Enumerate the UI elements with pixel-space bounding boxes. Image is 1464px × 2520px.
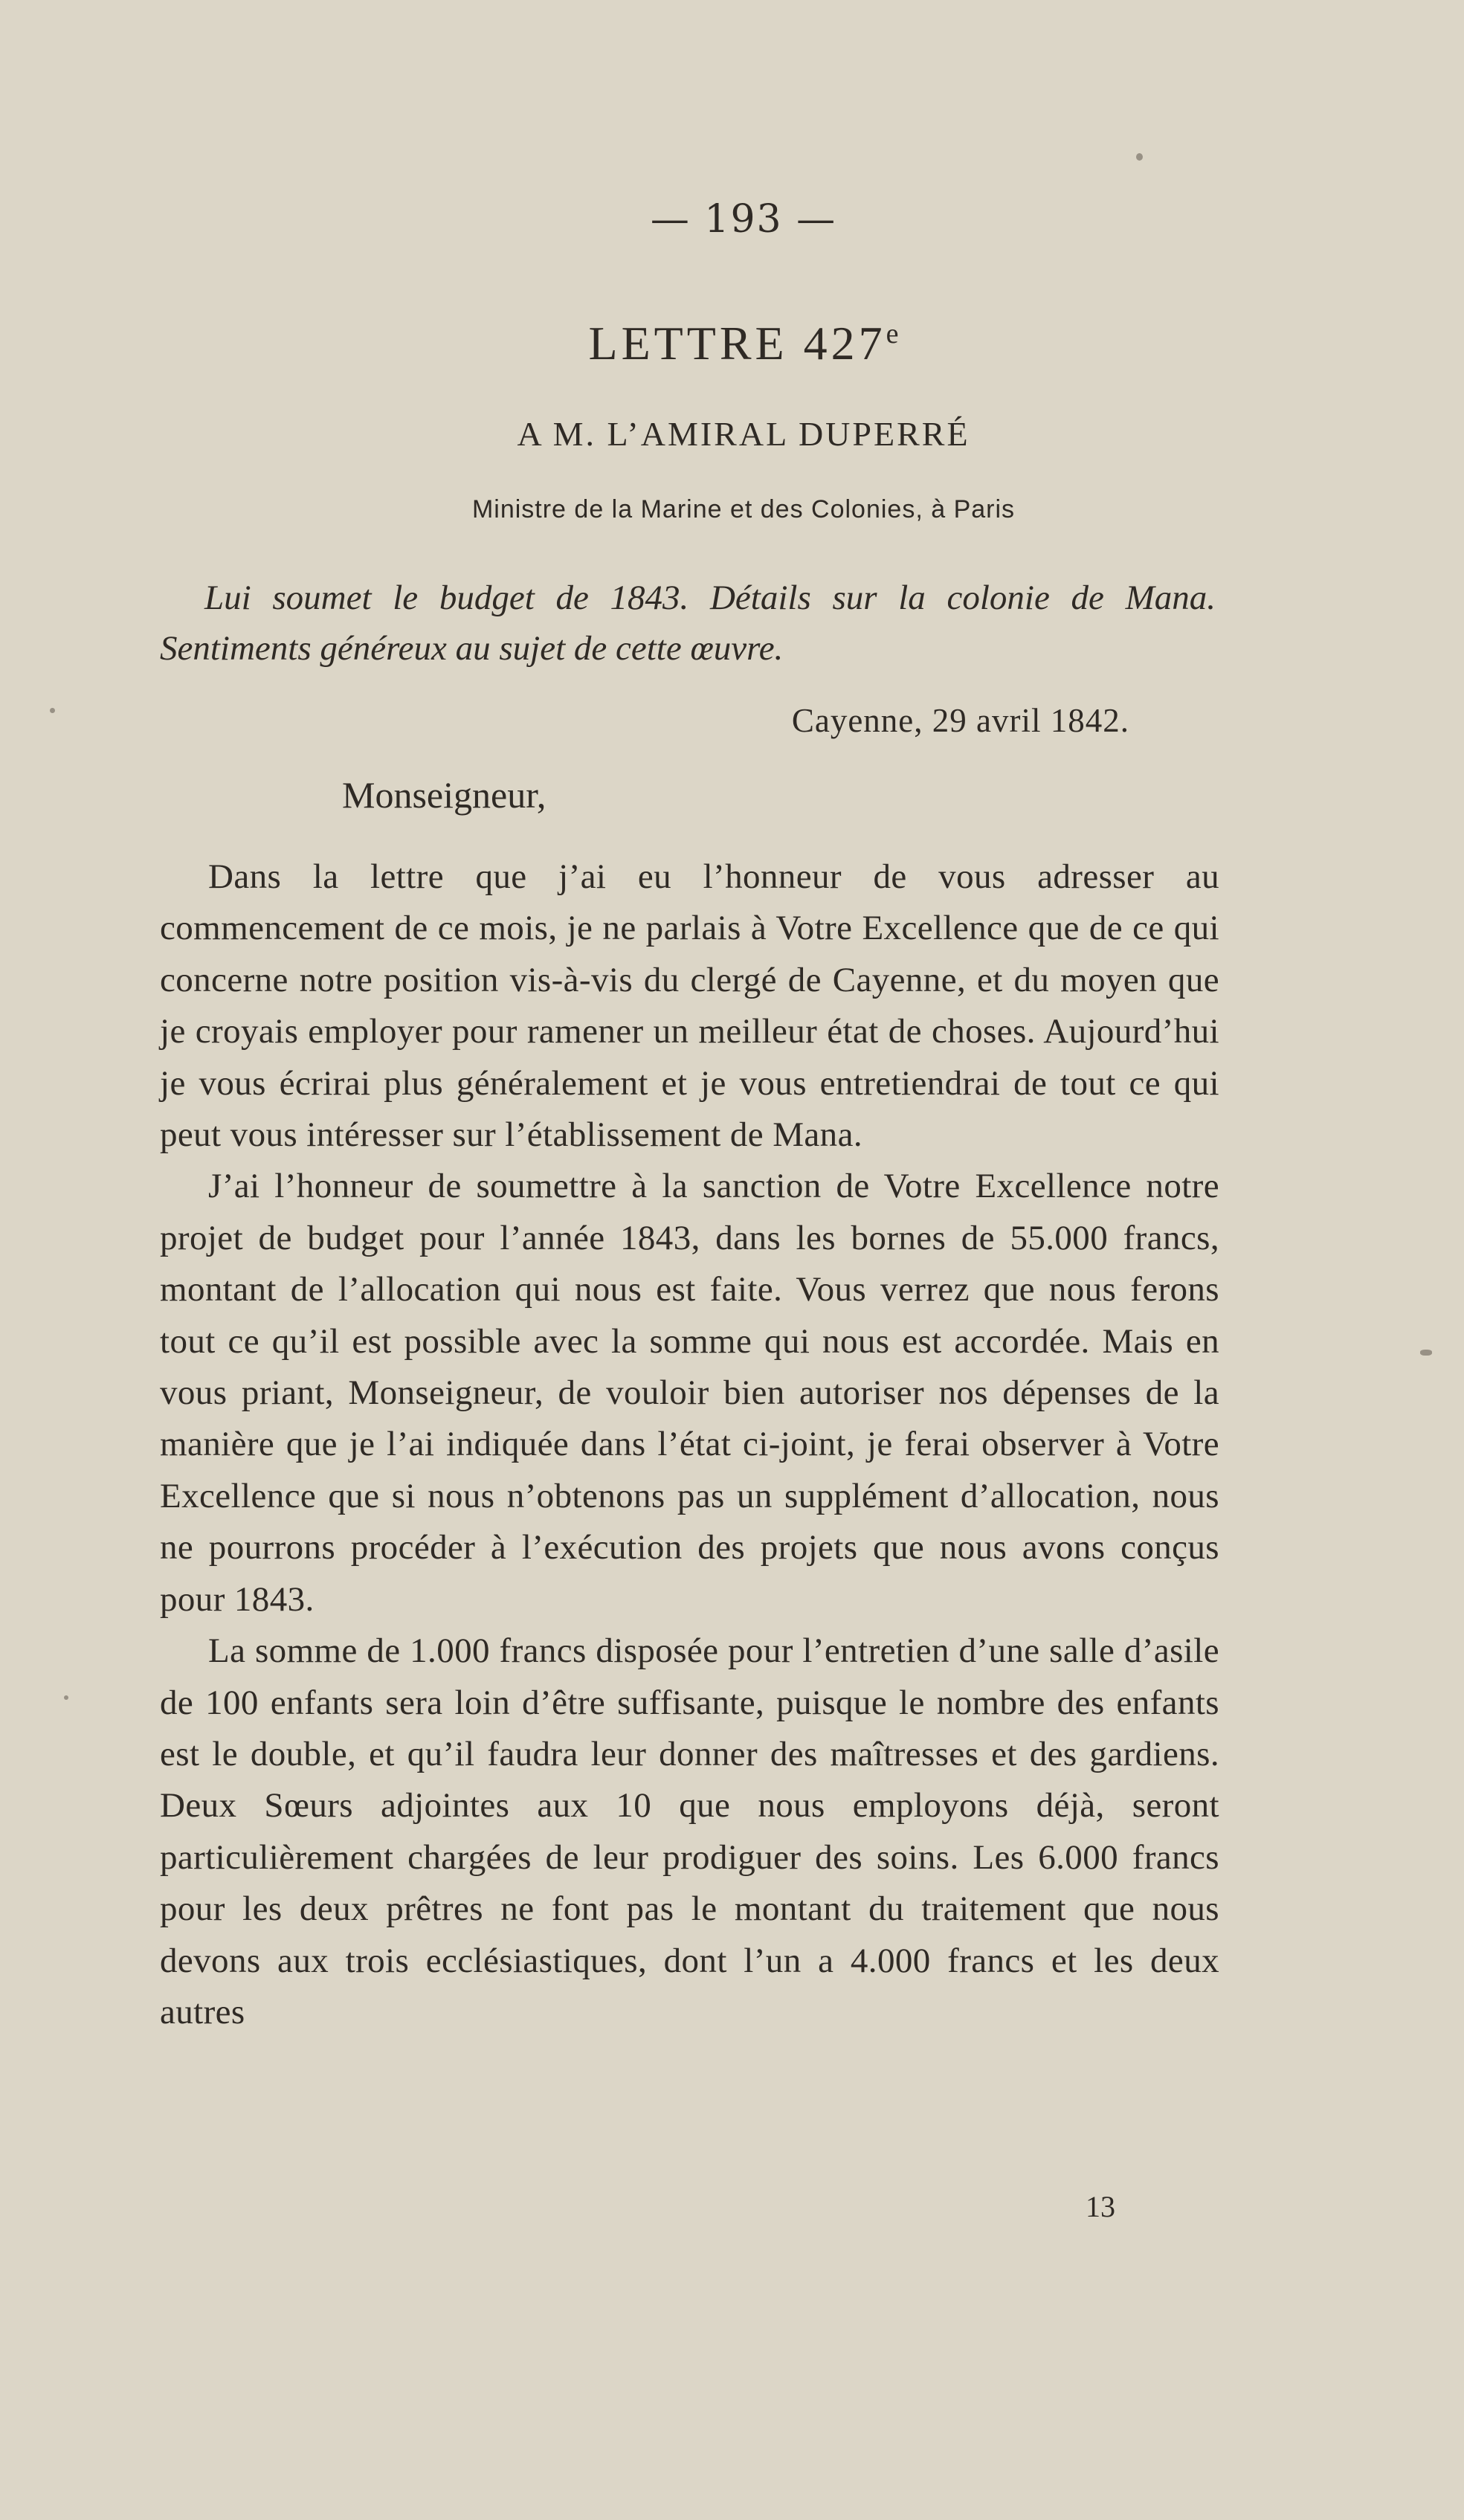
paragraph: J’ai l’honneur de soumettre à la sanction de Votre Excellence notre projet de budget pour l’année 1843, dans les bornes de 55.000 francs, montant de l’allocation qui nous est faite. Vous verrez que nous ferons tout ce qu’il est possible avec la somme qui nous est accordée. Mais en vous priant, Monseigneur, de vouloir bien autoriser nos dépenses de la manière que je l’ai indiquée dans l’état ci-joint, je ferai observer à Votre Excellence que si nous n’obtenons pas un supplément d’allocation, nous ne pourrons procéder à l’exécution des projets que nous avons conçus pour 1843. (160, 1167, 1219, 1619)
letter-title (0, 316, 1464, 371)
addressee-role: Ministre de la Marine et des Colonies, à Paris (471, 495, 1016, 523)
paper-speck (50, 708, 55, 713)
paragraph: Dans la lettre que j’ai eu l’honneur de vous adresser au commencement de ce mois, je ne parlais à Votre Excellence que de ce qui concerne notre position vis-à-vis du clergé de Cayenne, et du moyen que je croyais employer pour ramener un meilleur état de choses. Aujourd’hui je vous écrirai plus généralement et je vous entretiendrai de tout ce qui peut vous intéresser sur l’établissement de Mana. (160, 857, 1219, 1155)
letter-summary: Lui soumet le budget de 1843. Détails sur la colonie de Mana. Sentiments généreux au sujet de cette œuvre. (160, 579, 1216, 668)
letter-body (160, 851, 1219, 2038)
letter-title-text: LETTRE 427 (588, 317, 886, 370)
paper-speck (1420, 1350, 1432, 1356)
dateline: Cayenne, 29 avril 1842. (791, 702, 1129, 739)
paper-speck (64, 1695, 68, 1700)
paper-speck (1136, 153, 1143, 161)
signature-mark: 13 (1086, 2190, 1115, 2223)
paragraph: La somme de 1.000 francs disposée pour l’entretien d’une salle d’asile de 100 enfants sera loin d’être suffisante, puisque le nombre des enfants est le double, et qu’il faudra leur donner des maîtresses et des gardiens. Deux Sœurs adjointes aux 10 que nous employons déjà, seront particulièrement chargées de leur prodiguer des soins. Les 6.000 francs pour les deux prêtres ne font pas le montant du traitement que nous devons aux trois ecclésiastiques, dont l’un a 4.000 francs et les deux autres (160, 1631, 1219, 2031)
addressee: A M. L’AMIRAL DUPERRÉ (517, 415, 970, 453)
page-number: — 193 — (650, 197, 837, 242)
salutation: Monseigneur, (342, 774, 546, 816)
letter-title-superscript: e (886, 318, 899, 349)
